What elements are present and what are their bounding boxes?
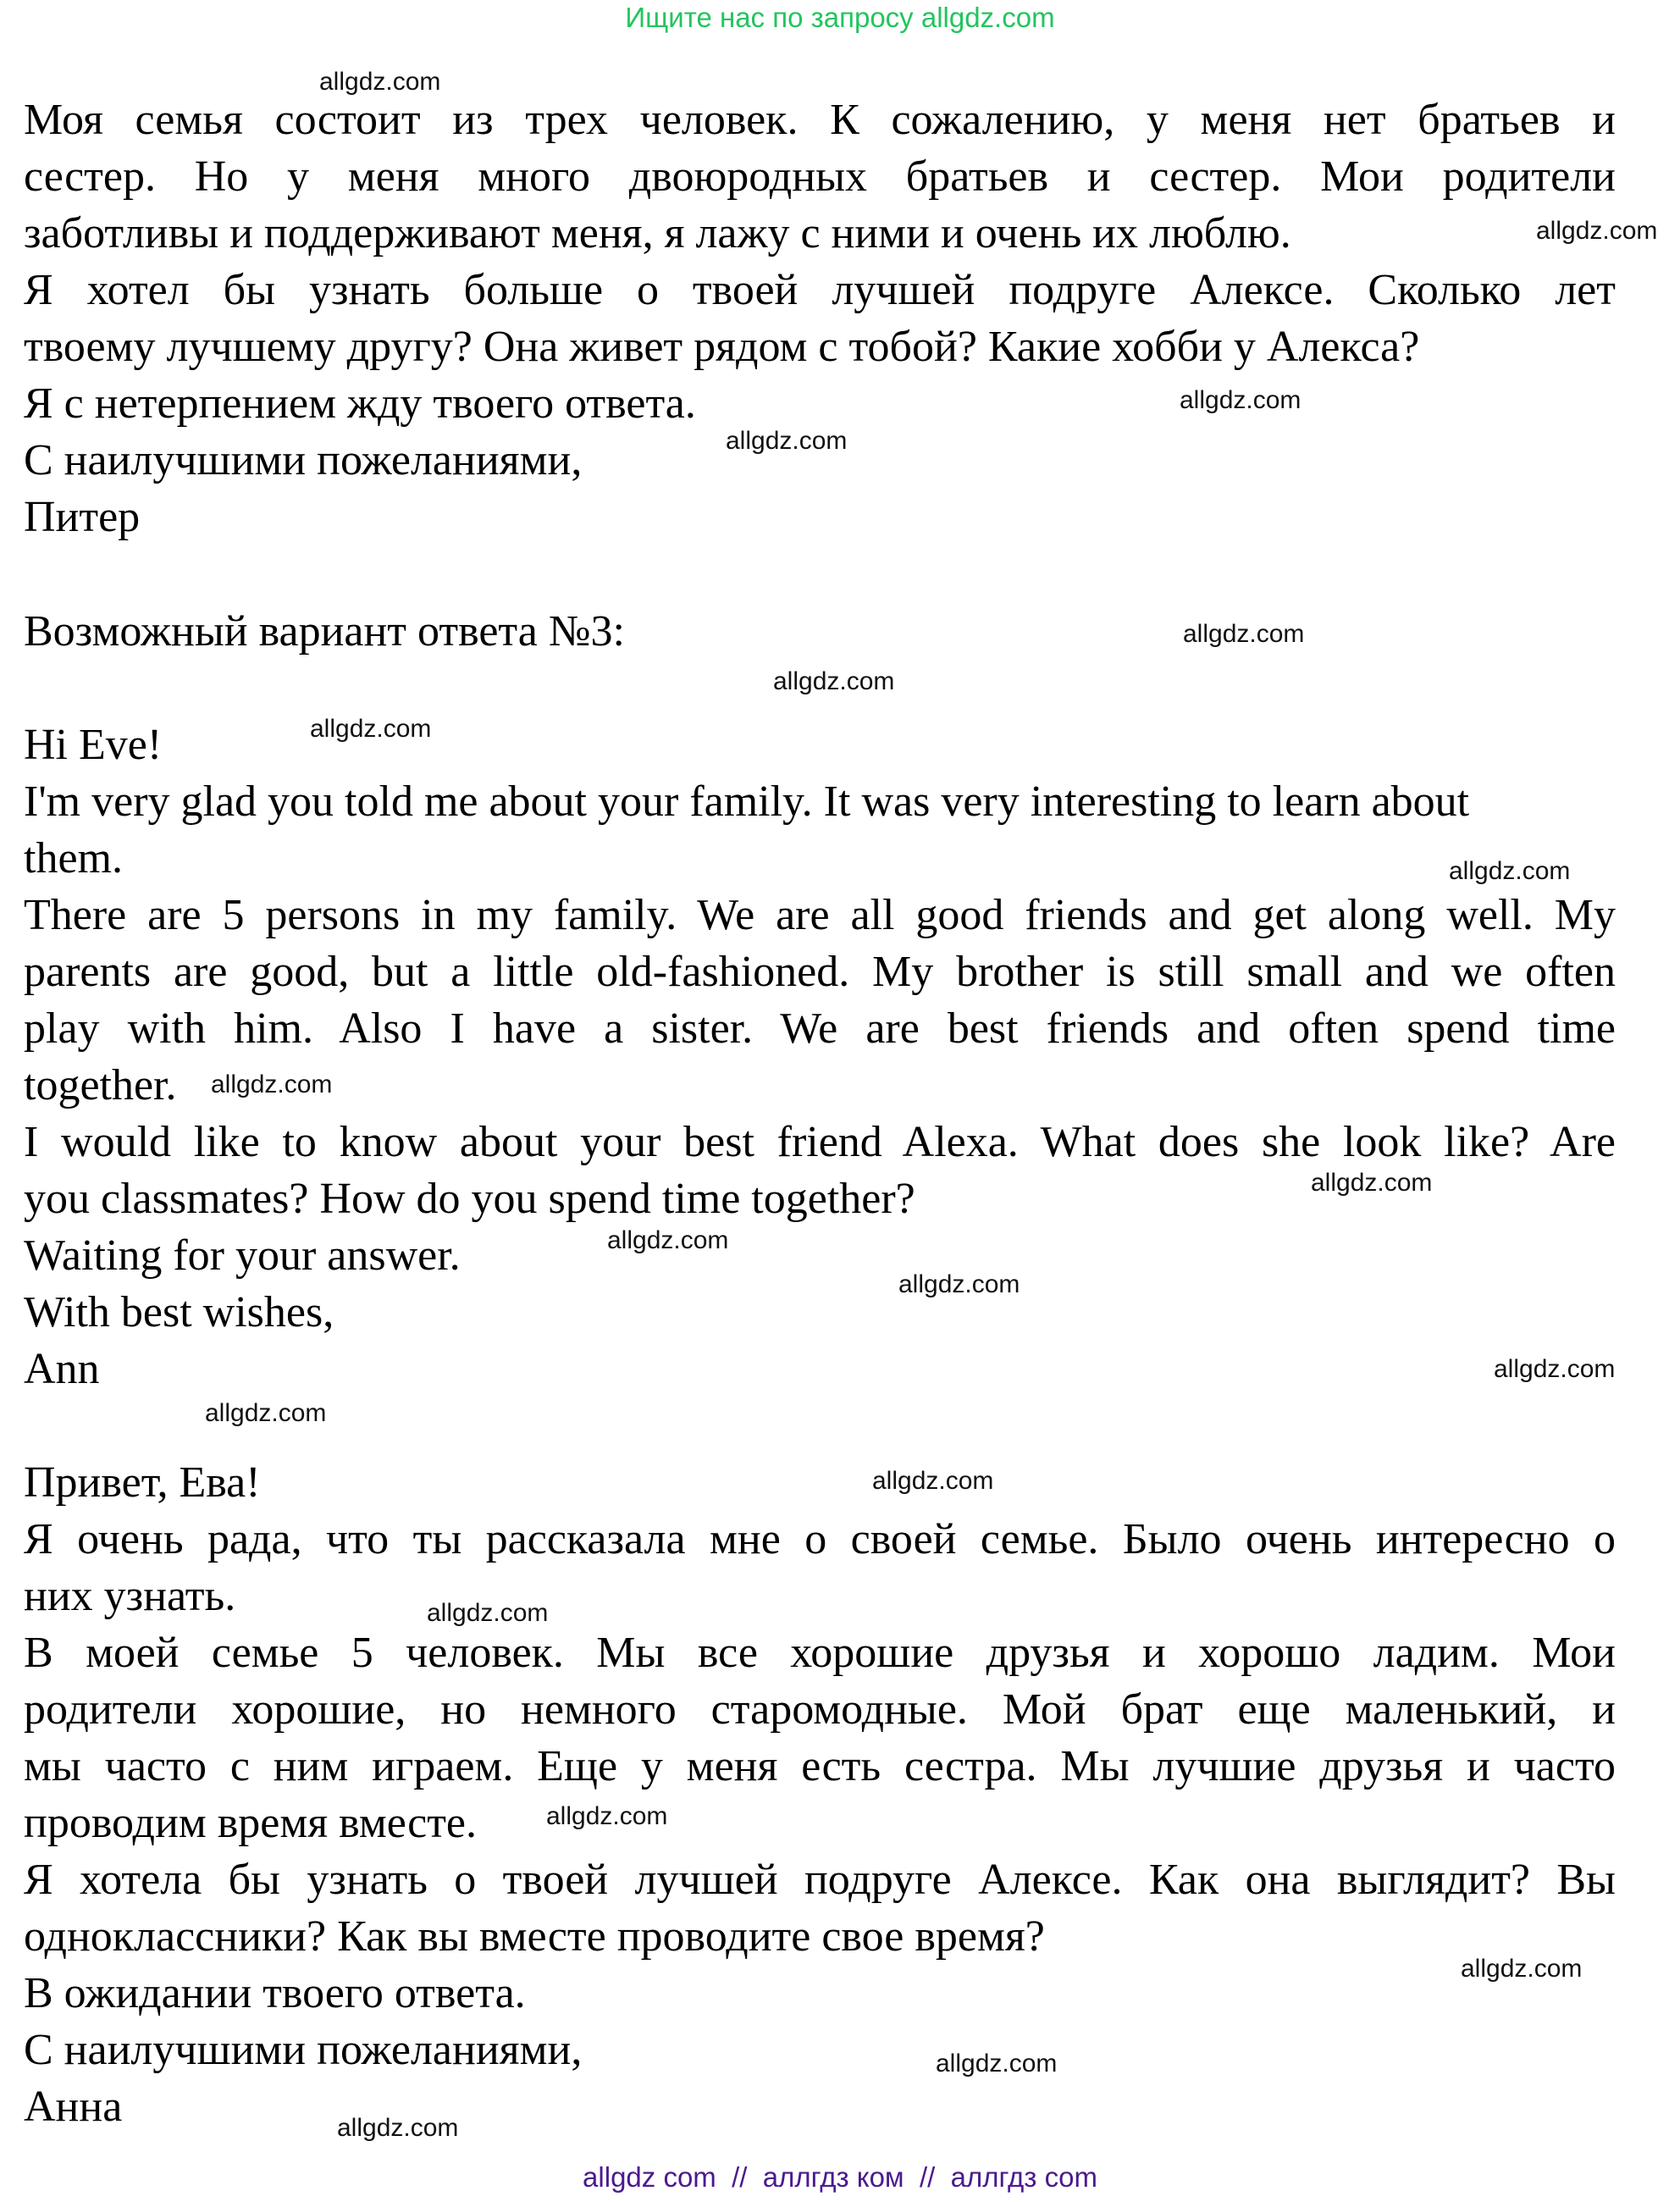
text-line: you classmates? How do you spend time together? [24, 1175, 915, 1223]
text-line: together. [24, 1061, 177, 1109]
watermark: allgdz.com [607, 1226, 729, 1254]
text-line: мы часто с ним играем. Еще у меня есть сестра. Мы лучшие друзья и часто [24, 1742, 1616, 1790]
text-line: Анна [24, 2083, 123, 2131]
watermark: allgdz.com [936, 2050, 1058, 2078]
text-line: There are 5 persons in my family. We are all good friends and get along well. My [24, 891, 1616, 939]
text-line: Привет, Ева! [24, 1458, 261, 1507]
watermark: allgdz.com [211, 1071, 333, 1098]
watermark: allgdz.com [1180, 386, 1301, 414]
watermark: allgdz.com [1494, 1355, 1616, 1383]
text-line: Я хотела бы узнать о твоей лучшей подруге Алексе. Как она выглядит? Вы [24, 1856, 1616, 1904]
watermark: allgdz.com [872, 1467, 994, 1495]
watermark: allgdz.com [205, 1399, 327, 1427]
text-line: Я с нетерпением жду твоего ответа. [24, 379, 696, 428]
watermark: allgdz.com [546, 1802, 668, 1830]
text-line: Hi Eve! [24, 721, 163, 769]
text-line: них узнать. [24, 1572, 236, 1620]
text-line: заботливы и поддерживают меня, я лажу с ними и очень их люблю. [24, 209, 1291, 257]
text-line: With best wishes, [24, 1288, 334, 1336]
text-line: проводим время вместе. [24, 1799, 478, 1847]
text-line: Я очень рада, что ты рассказала мне о своей семье. Было очень интересно о [24, 1515, 1616, 1563]
text-line: Моя семья состоит из трех человек. К сожалению, у меня нет братьев и [24, 96, 1616, 144]
text-line: В ожидании твоего ответа. [24, 1969, 526, 2017]
text-line: Waiting for your answer. [24, 1231, 461, 1280]
text-line: сестер. Но у меня много двоюродных братьев и сестер. Мои родители [24, 152, 1616, 201]
header-search-hint[interactable]: Ищите нас по запросу allgdz.com [625, 2, 1055, 33]
text-line: I would like to know about your best friend Alexa. What does she look like? Are [24, 1118, 1616, 1166]
watermark: allgdz.com [898, 1270, 1020, 1298]
text-line: родители хорошие, но немного старомодные. Мой брат еще маленький, и [24, 1685, 1616, 1734]
text-line: В моей семье 5 человек. Мы все хорошие друзья и хорошо ладим. Мои [24, 1629, 1616, 1677]
text-line: С наилучшими пожеланиями, [24, 2026, 583, 2074]
text-line: Ann [24, 1345, 100, 1393]
watermark: allgdz.com [319, 68, 441, 96]
text-line: play with him. Also I have a sister. We are best friends and often spend time [24, 1004, 1616, 1053]
watermark: allgdz.com [310, 715, 432, 743]
text-line: parents are good, but a little old-fashioned. My brother is still small and we often [24, 948, 1616, 996]
watermark: allgdz.com [1183, 620, 1305, 648]
section-heading: Возможный вариант ответа №3: [24, 607, 625, 656]
watermark: allgdz.com [726, 427, 848, 455]
text-line: одноклассники? Как вы вместе проводите свое время? [24, 1912, 1045, 1961]
text-line: твоему лучшему другу? Она живет рядом с тобой? Какие хобби у Алекса? [24, 323, 1420, 371]
watermark: allgdz.com [773, 667, 895, 695]
text-line: them. [24, 834, 123, 882]
text-line: Я хотел бы узнать больше о твоей лучшей подруге Алексе. Сколько лет [24, 266, 1616, 314]
text-line: С наилучшими пожеланиями, [24, 436, 583, 484]
watermark: allgdz.com [1461, 1955, 1583, 1983]
watermark: allgdz.com [337, 2114, 459, 2142]
watermark: allgdz.com [1449, 857, 1571, 885]
watermark: allgdz.com [1311, 1169, 1433, 1197]
footer-links[interactable]: allgdz com // аллгдз ком // аллгдз com [583, 2161, 1097, 2193]
text-line: Питер [24, 493, 141, 541]
watermark: allgdz.com [427, 1599, 549, 1627]
watermark: allgdz.com [1536, 217, 1658, 245]
text-line: I'm very glad you told me about your family. It was very interesting to learn about [24, 777, 1470, 826]
